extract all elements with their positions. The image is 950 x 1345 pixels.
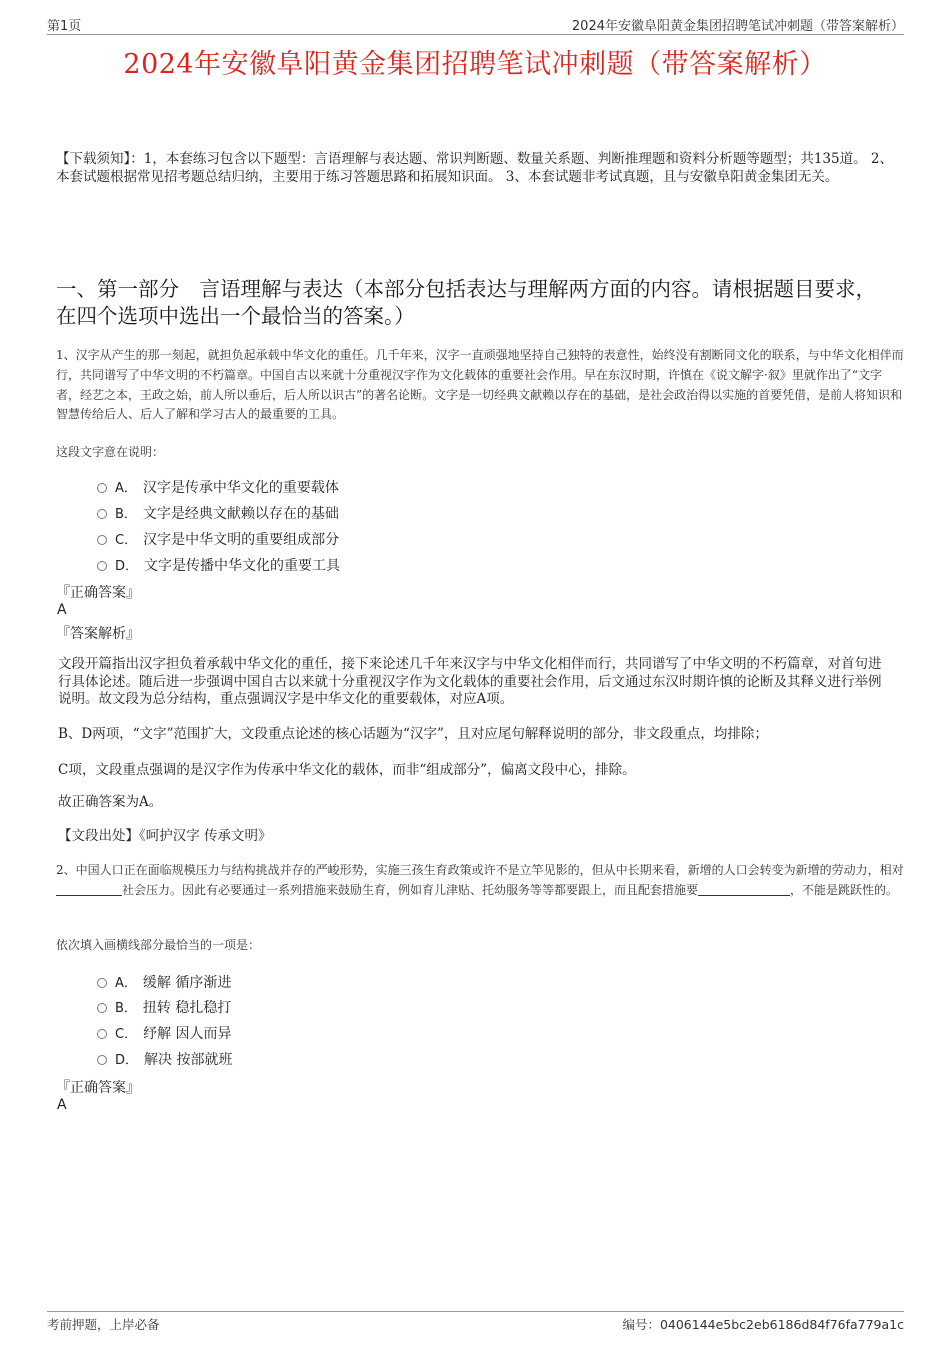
footer-slogan: 考前押题，上岸必备 — [47, 1317, 160, 1332]
question-2-option-c[interactable]: C． 纾解 因人而异 — [97, 1023, 232, 1043]
question-1-option-d[interactable]: D． 文字是传播中华文化的重要工具 — [97, 555, 340, 575]
radio-icon[interactable] — [97, 509, 107, 519]
analysis-paragraph: 文段开篇指出汉字担负着承载中华文化的重任，接下来论述几千年来汉字与中华文化相伴而行，共同谱写了中华文明的不朽篇章，对首句进行具体论述。随后进一步强调中国自古以来就十分重视汉字作为文化载体的重要社会作用，后文通过东汉时期许慎的论断及其释义进行举例说明。故文段为总分结构，重点强调汉字是中华文化的重要载体，对应A项。 — [58, 656, 882, 708]
question-1-answer: A — [57, 602, 67, 618]
radio-icon[interactable] — [97, 1029, 107, 1039]
question-2-option-b[interactable]: B． 扭转 稳扎稳打 — [97, 997, 231, 1017]
question-1-answer-label: 『正确答案』 — [56, 585, 140, 601]
question-1-analysis-label: 『答案解析』 — [56, 626, 140, 642]
page-header — [47, 14, 904, 35]
radio-icon[interactable] — [97, 535, 107, 545]
question-2-option-a[interactable]: A． 缓解 循序渐进 — [97, 972, 231, 992]
radio-icon[interactable] — [97, 978, 107, 988]
analysis-paragraph: C项，文段重点强调的是汉字作为传承中华文化的载体，而非“组成部分”，偏离文段中心，排除。 — [58, 762, 636, 778]
radio-icon[interactable] — [97, 1055, 107, 1065]
section-heading: 一、第一部分 言语理解与表达（本部分包括表达与理解两方面的内容。请根据题目要求，在四个选项中选出一个最恰当的答案。） — [56, 277, 876, 328]
question-1-option-b[interactable]: B． 文字是经典文献赖以存在的基础 — [97, 503, 339, 523]
passage-source: 【文段出处】《呵护汉字 传承文明》 — [58, 828, 272, 844]
page-number: 第1页 — [47, 19, 82, 34]
analysis-conclusion: 故正确答案为A。 — [58, 794, 163, 810]
download-notice: 【下载须知】：1，本套练习包含以下题型：言语理解与表达题、常识判断题、数量关系题、判断推理题和资料分析题等题型；共135道。 2、本套试题根据常见招考题总结归纳，主要用于练习答题思路和拓展知识面。 3、本套试题非考试真题，且与安徽阜阳黄金集团无关。 — [56, 151, 893, 186]
question-2-text: 2、中国人口正在面临规模压力与结构挑战并存的严峻形势，实施三孩生育政策或许不是立竿见影的，但从中长期来看，新增的人口会转变为新增的劳动力，相对 社会压力。因此有必要通过一系列措施来鼓励生育，例如育儿津贴、托幼服务等等都要跟上，而且配套措施要 ，不能是跳跃性的。 — [56, 863, 904, 897]
question-1-option-a[interactable]: A． 汉字是传承中华文化的重要载体 — [97, 477, 339, 497]
question-2-answer: A — [57, 1097, 67, 1113]
analysis-paragraph: B、D两项，“文字”范围扩大，文段重点论述的核心话题为“汉字”，且对应尾句解释说明的部分，非文段重点，均排除； — [58, 726, 768, 742]
header-doc-title: 2024年安徽阜阳黄金集团招聘笔试冲刺题（带答案解析） — [571, 19, 904, 34]
radio-icon[interactable] — [97, 483, 107, 493]
fill-blank-2 — [698, 883, 790, 896]
question-2-prompt: 依次填入画横线部分最恰当的一项是： — [56, 938, 261, 952]
radio-icon[interactable] — [97, 561, 107, 571]
document-title: 2024年安徽阜阳黄金集团招聘笔试冲刺题（带答案解析） — [123, 49, 827, 80]
question-1-option-c[interactable]: C． 汉字是中华文明的重要组成部分 — [97, 529, 339, 549]
page-footer — [47, 1311, 904, 1332]
question-1-text: 1、汉字从产生的那一刻起，就担负起承载中华文化的重任。几千年来，汉字一直顽强地坚持自己独特的表意性，始终没有割断同文化的联系，与中华文化相伴而行，共同谱写了中华文明的不朽篇章。中国自古以来就十分重视汉字作为文化载体的重要社会作用。早在东汉时期，许慎在《说文解字·叙》里就作出了“文字者，经艺之本，王政之始，前人所以垂后，后人所以识古”的著名论断。文字是一切经典文献赖以存在的基础，是社会政治得以实施的首要凭借，是前人将知识和智慧传给后人、后人了解和学习古人的最重要的工具。 — [56, 348, 904, 422]
footer-doc-id: 编号：0406144e5bc2eb6186d84f76fa779a1c — [622, 1317, 904, 1332]
fill-blank-1 — [56, 883, 122, 896]
radio-icon[interactable] — [97, 1003, 107, 1013]
question-2-option-d[interactable]: D． 解决 按部就班 — [97, 1049, 232, 1069]
question-1-prompt: 这段文字意在说明： — [56, 445, 165, 459]
question-2-answer-label: 『正确答案』 — [56, 1080, 140, 1096]
